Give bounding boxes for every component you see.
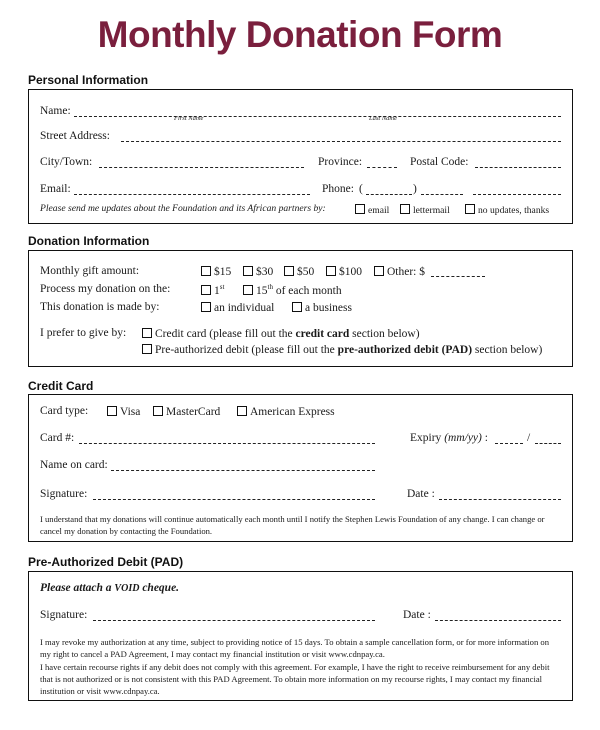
credit-card-box <box>28 394 573 542</box>
individual-checkbox[interactable] <box>201 302 211 312</box>
individual-option[interactable] <box>201 302 274 315</box>
pad-text-pre: Pre-authorized debit (please fill out the <box>155 344 338 356</box>
email-checkbox[interactable] <box>355 204 365 214</box>
province-field[interactable] <box>367 167 397 168</box>
email-field[interactable] <box>74 194 310 195</box>
lettermail-checkbox[interactable] <box>400 204 410 214</box>
postal-field[interactable] <box>475 167 561 168</box>
day-1-suffix: st <box>219 283 225 291</box>
pad-note-revoke: I may revoke my authorization at any time, subject to providing notice of 15 days. To obtain a sample cancellation form, or for more information on my right to cancel a PAD Agreement, I may contact my financial institution or visit www.cdnpay.ca. <box>40 637 549 659</box>
amount-30-label: $30 <box>256 266 274 278</box>
expiry-colon: : <box>484 432 488 444</box>
phone-open-paren: ( <box>359 183 363 195</box>
pad-checkbox[interactable] <box>142 344 152 354</box>
made-by-label: This donation is made by: <box>40 301 160 313</box>
expiry-format: (mm/yy) <box>444 432 482 444</box>
other-amount-field[interactable] <box>431 276 485 277</box>
amount-15-label: $15 <box>214 266 232 278</box>
city-field[interactable] <box>99 167 304 168</box>
credit-card-option[interactable] <box>142 328 420 341</box>
donation-info-heading: Donation Information <box>28 234 150 248</box>
expiry-year-field[interactable] <box>535 443 561 444</box>
donation-info-box <box>28 250 573 367</box>
visa-checkbox[interactable] <box>107 406 117 416</box>
personal-info-box <box>28 89 573 224</box>
phone-number-field[interactable] <box>473 194 561 195</box>
cc-signature-field[interactable] <box>93 499 375 500</box>
amount-other-checkbox[interactable] <box>374 266 384 276</box>
card-type-label: Card type: <box>40 405 89 417</box>
pad-date-field[interactable] <box>435 620 561 621</box>
amex-checkbox[interactable] <box>237 406 247 416</box>
pad-date-label: Date : <box>403 609 431 621</box>
form-title: Monthly Donation Form <box>97 14 503 55</box>
process-day-label: Process my donation on the: <box>40 283 171 295</box>
updates-email-option[interactable] <box>355 204 389 216</box>
name-field[interactable] <box>74 116 561 117</box>
cc-date-label: Date : <box>407 488 435 500</box>
personal-info-heading: Personal Information <box>28 73 149 87</box>
gift-amount-label: Monthly gift amount: <box>40 265 140 277</box>
email-label: Email: <box>40 183 71 195</box>
prefer-give-label: I prefer to give by: <box>40 327 127 339</box>
mastercard-checkbox[interactable] <box>153 406 163 416</box>
amount-50-checkbox[interactable] <box>284 266 294 276</box>
mastercard-label: MasterCard <box>166 406 221 418</box>
day-15-label: 15 <box>256 284 268 297</box>
updates-letter-label: lettermail <box>413 205 450 216</box>
attach-text-void: VOID <box>114 583 140 594</box>
pad-heading: Pre-Authorized Debit (PAD) <box>28 555 184 569</box>
individual-label: an individual <box>214 302 275 314</box>
pad-box <box>28 571 573 701</box>
amount-option-50[interactable] <box>284 266 314 279</box>
attach-text-pre: Please attach a <box>40 582 115 594</box>
pad-signature-label: Signature: <box>40 609 88 621</box>
expiry-slash: / <box>527 432 531 444</box>
card-number-field[interactable] <box>79 443 375 444</box>
business-option[interactable] <box>292 302 352 315</box>
name-label: Name: <box>40 105 71 117</box>
visa-option[interactable] <box>107 406 140 419</box>
pad-signature-field[interactable] <box>93 620 375 621</box>
amount-15-checkbox[interactable] <box>201 266 211 276</box>
amex-label: American Express <box>250 406 335 418</box>
last-name-hint: Last Name <box>369 115 397 122</box>
cc-note: I understand that my donations will continue automatically each month until I notify the Stephen Lewis Foundation of any change. I can change or cancel my donation by contacting the Foundation. <box>40 514 545 536</box>
business-checkbox[interactable] <box>292 302 302 312</box>
mastercard-option[interactable] <box>153 406 220 419</box>
day-15-suffix: th <box>267 283 273 291</box>
amount-option-100[interactable] <box>326 266 362 279</box>
phone-area-field[interactable] <box>366 194 412 195</box>
updates-none-option[interactable] <box>465 204 549 216</box>
amex-option[interactable] <box>237 406 335 419</box>
visa-label: Visa <box>120 406 141 418</box>
credit-card-text-post: section below) <box>349 328 420 340</box>
phone-label: Phone: <box>322 183 354 195</box>
province-label: Province: <box>318 156 363 168</box>
expiry-word: Expiry <box>410 432 442 444</box>
expiry-month-field[interactable] <box>495 443 523 444</box>
updates-email-label: email <box>368 205 390 216</box>
postal-label: Postal Code: <box>410 156 469 168</box>
cc-signature-label: Signature: <box>40 488 88 500</box>
name-on-card-field[interactable] <box>111 470 375 471</box>
phone-close-paren: ) <box>413 183 417 195</box>
street-label: Street Address: <box>40 130 110 142</box>
cc-date-field[interactable] <box>439 499 561 500</box>
card-number-label: Card #: <box>40 432 75 444</box>
pad-note-recourse: I have certain recourse rights if any debit does not comply with this agreement. For example, I have the right to receive reimbursement for any debit that is not authorized or is not consistent with this PAD Agreement. To obtain more information on my recourse rights, I may contact my financial institution or visit www.cdnpay.ca. <box>40 662 550 696</box>
city-label: City/Town: <box>40 156 93 168</box>
name-on-card-label: Name on card: <box>40 459 108 471</box>
business-label: a business <box>305 302 352 314</box>
amount-option-other[interactable] <box>374 266 425 279</box>
pad-text-bold: pre-authorized debit (PAD) <box>337 344 473 356</box>
day-1-label: 1 <box>214 284 220 297</box>
day-1-option[interactable] <box>201 284 224 297</box>
amount-30-checkbox[interactable] <box>243 266 253 276</box>
no-updates-checkbox[interactable] <box>465 204 475 214</box>
pad-option[interactable] <box>142 344 542 357</box>
day-15-text: of each month <box>275 284 342 297</box>
credit-card-heading: Credit Card <box>28 379 94 393</box>
amount-50-label: $50 <box>297 266 315 278</box>
updates-letter-option[interactable] <box>400 204 450 216</box>
pad-text-post: section below) <box>472 344 543 356</box>
amount-100-checkbox[interactable] <box>326 266 336 276</box>
credit-card-text-bold: credit card <box>295 328 350 340</box>
street-field[interactable] <box>121 141 561 142</box>
day-15-checkbox[interactable] <box>243 285 253 295</box>
expiry-label <box>410 433 488 445</box>
attach-text-post: cheque. <box>139 582 180 594</box>
updates-text: Please send me updates about the Foundation and its African partners by: <box>40 203 326 214</box>
credit-card-checkbox[interactable] <box>142 328 152 338</box>
phone-prefix-field[interactable] <box>421 194 463 195</box>
day-15-option[interactable] <box>243 284 342 297</box>
credit-card-text-pre: Credit card (please fill out the <box>155 328 296 340</box>
day-1-checkbox[interactable] <box>201 285 211 295</box>
attach-void-text <box>40 583 179 595</box>
amount-option-15[interactable] <box>201 266 231 279</box>
updates-none-label: no updates, thanks <box>478 205 550 216</box>
amount-option-30[interactable] <box>243 266 273 279</box>
first-name-hint: First Name <box>174 115 204 122</box>
amount-other-label: Other: $ <box>387 266 426 278</box>
amount-100-label: $100 <box>339 266 362 278</box>
